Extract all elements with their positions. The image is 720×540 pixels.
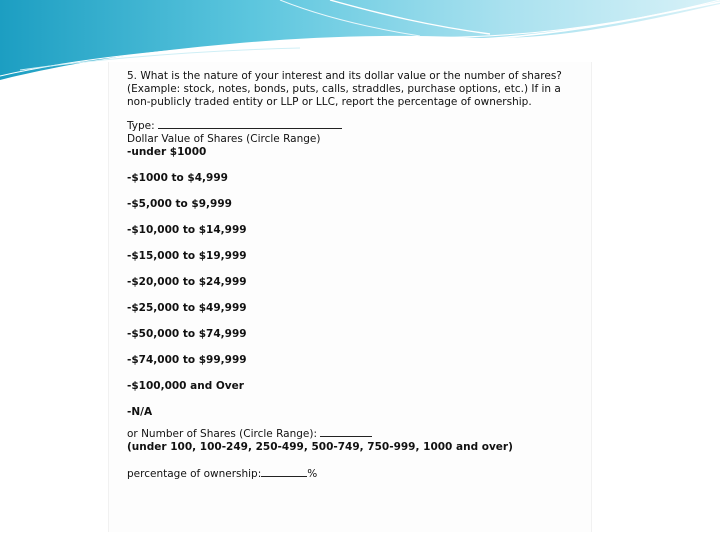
dollar-range-option[interactable]: -$5,000 to $9,999 <box>127 198 232 210</box>
type-blank[interactable] <box>158 118 342 129</box>
dollar-range-option[interactable]: -$50,000 to $74,999 <box>127 328 247 340</box>
dollar-range-option[interactable]: -$25,000 to $49,999 <box>127 302 247 314</box>
question-line: (Example: stock, notes, bonds, puts, calls, straddles, purchase options, etc.) If in a <box>127 83 561 95</box>
percentage-label: percentage of ownership: <box>127 468 262 480</box>
dollar-range-option[interactable]: -$100,000 and Over <box>127 380 244 392</box>
question-text <box>127 70 587 109</box>
dollar-range-list <box>127 146 587 426</box>
dollar-range-option[interactable]: -$1000 to $4,999 <box>127 172 228 184</box>
question-line: non-publicly traded entity or LLP or LLC, report the percentage of ownership. <box>127 96 532 108</box>
question-line: 5. What is the nature of your interest and its dollar value or the number of shares? <box>127 70 562 82</box>
percentage-blank[interactable] <box>261 466 307 477</box>
type-field <box>127 118 587 133</box>
dollar-range-option[interactable]: -$74,000 to $99,999 <box>127 354 247 366</box>
number-of-shares-field <box>127 426 587 441</box>
percentage-field <box>127 466 587 481</box>
dollar-value-heading: Dollar Value of Shares (Circle Range) <box>127 133 321 145</box>
shares-label: or Number of Shares (Circle Range): <box>127 428 317 440</box>
dollar-range-option[interactable]: -$20,000 to $24,999 <box>127 276 247 288</box>
form-content <box>127 70 587 481</box>
type-label: Type: <box>127 120 155 132</box>
dollar-range-option[interactable]: -$15,000 to $19,999 <box>127 250 247 262</box>
shares-blank[interactable] <box>320 426 372 437</box>
dollar-range-option[interactable]: -under $1000 <box>127 146 207 158</box>
percent-sign: % <box>307 468 318 480</box>
dollar-range-option[interactable]: -N/A <box>127 406 153 418</box>
share-range-options[interactable]: (under 100, 100-249, 250-499, 500-749, 750-999, 1000 and over) <box>127 441 513 453</box>
dollar-range-option[interactable]: -$10,000 to $14,999 <box>127 224 247 236</box>
